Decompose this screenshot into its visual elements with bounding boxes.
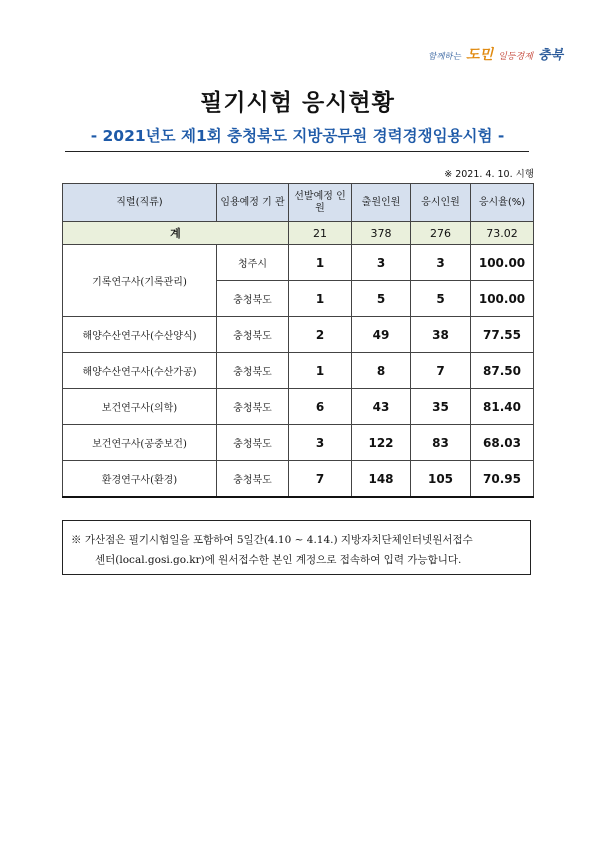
examinees-cell: 38: [411, 317, 471, 353]
agency-cell: 충청북도: [217, 389, 289, 425]
examinees-cell: 7: [411, 353, 471, 389]
logo-part-4: 충북: [537, 48, 564, 63]
logo-part-1: 함께하는: [428, 52, 461, 62]
rate-cell: 87.50: [471, 353, 534, 389]
agency-cell: 충청북도: [217, 317, 289, 353]
total-label: 계: [63, 222, 289, 245]
applicants-cell: 122: [352, 425, 411, 461]
table-row: [63, 389, 534, 425]
exam-date-note: ※ 2021. 4. 10. 시행: [444, 169, 534, 180]
slogan-logo: [428, 44, 564, 66]
agency-cell: 충청북도: [217, 461, 289, 498]
selection-cell: 1: [289, 245, 352, 281]
bonus-points-note: [62, 520, 531, 575]
col-header-agency: 임용예정 기 관: [217, 184, 289, 222]
table-row: [63, 245, 534, 281]
total-rate: 73.02: [471, 222, 534, 245]
examinees-cell: 83: [411, 425, 471, 461]
selection-cell: 1: [289, 281, 352, 317]
job-cell: 보건연구사(공중보건): [63, 425, 217, 461]
col-header-examinees: 응시인원: [411, 184, 471, 222]
title-divider: [65, 151, 529, 152]
rate-cell: 70.95: [471, 461, 534, 498]
col-header-applicants: 출원인원: [352, 184, 411, 222]
applicants-cell: 49: [352, 317, 411, 353]
rate-cell: 81.40: [471, 389, 534, 425]
applicants-cell: 5: [352, 281, 411, 317]
applicants-cell: 43: [352, 389, 411, 425]
selection-cell: 6: [289, 389, 352, 425]
examinees-cell: 105: [411, 461, 471, 498]
rate-cell: 100.00: [471, 281, 534, 317]
total-selection: 21: [289, 222, 352, 245]
rate-cell: 68.03: [471, 425, 534, 461]
job-cell: 해양수산연구사(수산양식): [63, 317, 217, 353]
total-row: [63, 222, 534, 245]
applicants-cell: 148: [352, 461, 411, 498]
examinees-cell: 5: [411, 281, 471, 317]
exam-status-table: [62, 183, 534, 498]
agency-cell: 청주시: [217, 245, 289, 281]
examinees-cell: 3: [411, 245, 471, 281]
job-cell: 해양수산연구사(수산가공): [63, 353, 217, 389]
table-row: [63, 317, 534, 353]
applicants-cell: 3: [352, 245, 411, 281]
table-row: [63, 353, 534, 389]
logo-part-3: 일등경제: [498, 52, 533, 62]
examinees-cell: 35: [411, 389, 471, 425]
col-header-job: 직렬(직류): [63, 184, 217, 222]
selection-cell: 3: [289, 425, 352, 461]
total-applicants: 378: [352, 222, 411, 245]
note-line-2: 센터(local.gosi.go.kr)에 원서접수한 본인 계정으로 접속하여 입력 가능합니다.: [95, 554, 462, 566]
total-examinees: 276: [411, 222, 471, 245]
table-row: [63, 425, 534, 461]
col-header-rate: 응시율(%): [471, 184, 534, 222]
table-header-row: [63, 184, 534, 222]
agency-cell: 충청북도: [217, 425, 289, 461]
logo-part-2: 도민: [465, 47, 494, 63]
rate-cell: 77.55: [471, 317, 534, 353]
job-cell: 기록연구사(기록관리): [63, 245, 217, 317]
page-subtitle: - 2021년도 제1회 충청북도 지방공무원 경력경쟁임용시험 -: [90, 127, 505, 145]
agency-cell: 충청북도: [217, 353, 289, 389]
rate-cell: 100.00: [471, 245, 534, 281]
col-header-selection: 선발예정 인 원: [289, 184, 352, 222]
applicants-cell: 8: [352, 353, 411, 389]
selection-cell: 2: [289, 317, 352, 353]
job-cell: 환경연구사(환경): [63, 461, 217, 498]
selection-cell: 1: [289, 353, 352, 389]
table-row: [63, 461, 534, 498]
agency-cell: 충청북도: [217, 281, 289, 317]
page-title: 필기시험 응시현황: [200, 90, 395, 116]
job-cell: 보건연구사(의학): [63, 389, 217, 425]
selection-cell: 7: [289, 461, 352, 498]
note-line-1: ※ 가산점은 필기시험일을 포함하여 5일간(4.10 ~ 4.14.) 지방자치단체인터넷원서접수: [71, 534, 473, 546]
